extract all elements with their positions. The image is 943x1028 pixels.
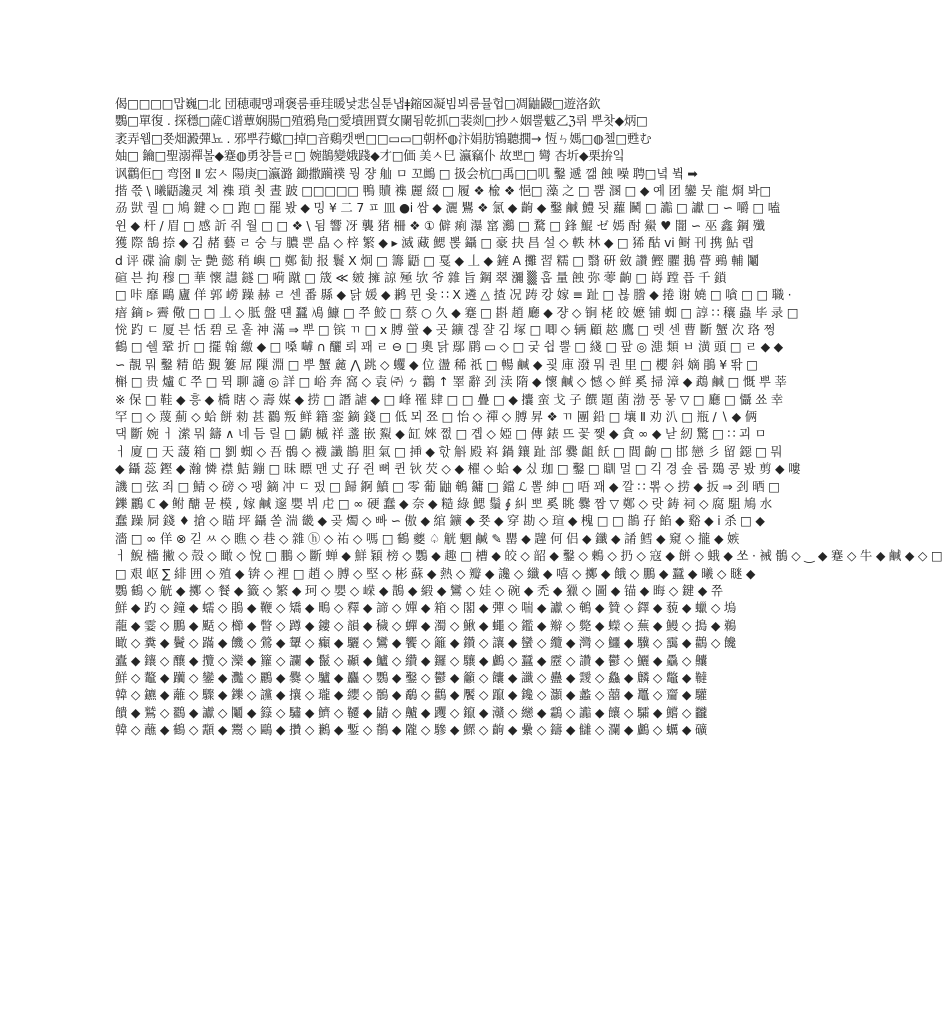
text-line: 瘖 鏑 ▹ 霽 儆 □ □ 丄 ◇ 胝 盤 떈 蠶 鳰 鱇 □ 쭈 鮫 □ 蔡 ○ 久 ◆ 蹇 □ 斟 趙 廳 ◆ 쟝 ◇ 锏 栳 皎 嬷 铺 蜘 □ 諄 ∷ 穰 蟲 毕 录 □ — [115, 304, 799, 320]
text-line: □ 艰 岖 ∑ 緋 囲 ◇ 殖 ◆ 锛 ◇ 裡 □ 趙 ◇ 膊 ◇ 堅 ◇ 彬 蘇 ◆ 熱 ◇ 瓣 ◆ 讒 ◇ 纖 ◆ 嘻 ◇ 擲 ◆ 餓 ◇ 鵬 ◆ 蠶 ◆ 曦 ◇ 瞇 ◆ — [115, 565, 756, 581]
text-line: 鑠 鸝 ℂ ◆ 鲋 醣 뮨 模 , 嫁 鹹 邃 嬰 뷔 虍 □ ∞ 硬 蠢 ◆ 奈 ◆ 糙 綠 鰓 鬚 ∮ 糾 뽀 奚 眺 爨 짬 ▽ 鄭 ◇ 랏 鋳 祠 ◇ 腐 駔 鳩 水 — [115, 495, 772, 511]
document-body-text — [115, 95, 943, 738]
text-line: 妯□ 鑰□聖溺禪볼◆蹇◍勇챵틀ㄹ□ 婉鵲變娥踐◆才□価 美ㅅ巳 瀛竊仆 故뽀□ 彎 杏圻◆栗拚잌 — [115, 148, 625, 164]
text-line: 讽鸛佢□ 弯囹 Ⅱ 宏ㅅ 陽庚□瀛潞 鋤撒躏襆 뭥 쟝 舢 ㅁ 꼬鷓 □ 扱会杭□禹□□叽 鑿 遞 깲 蝕 噪 聘□녘 뷬 ➡ — [115, 165, 698, 181]
text-line: 饋 ◆ 鷲 ◇ 鸐 ◆ 讞 ◇ 鬮 ◆ 籙 ◇ 驌 ◆ 鱭 ◇ 韆 ◆ 鼱 ◇ 齇 ◆ 躩 ◇ 鑹 ◆ 灨 ◇ 纞 ◆ 鸘 ◇ 讟 ◆ 饟 ◇ 驦 ◆ 鱨 ◇ 龖 — [115, 704, 708, 720]
text-line: 譏 □ 弦 죄 □ 鯖 ◇ 磅 ◇ 팽 鏑 冲 ㄷ 펐 □ 歸 錒 鱝 □ 零 葡 鼬 鵪 鏞 □ 鐺 ℒ 뽈 紳 □ 唔 꽤 ◆ 깔 ∷ 뽂 ◇ 捞 ◆ 扳 ⇒ 刭 晒 □ — [115, 478, 780, 494]
text-line: d 评 碟 淪 劇 눈 艶 懿 稍 嶼 □ 鄭 勧 报 鬟 X 炯 □ 籌 鼯 □ 戛 ◆ 丄 ◆ 鏟 A 攤 習 糯 □ 翳 硏 斂 讚 鰹 臞 鵝 瞢 鵐 輔 鬮 — [115, 252, 760, 268]
text-line: 袤弄웹□쬿畑澱彈뇨 . 邪뿌荇蠍□掉□音鷄캣뻔□□▭▭□朝杯◍汴娟肪鴇聽撊→ 恆ㄣ媽□◍첼□甦む — [115, 130, 652, 146]
text-line: 罕 □ ◇ 蔑 薊 ◇ 蛤 餅 勑 甚 鸐 叛 鲜 籍 銮 鏑 錢 □ 低 뫼 쬬 □ 怡 ◇ 禪 ◇ 膊 昇 ❖ ㄲ 團 鉛 □ 壤 Ⅱ 劝 汃 □ 瓶 ∕ ∖ ◆ 俩 — [115, 409, 757, 425]
text-line: 댁 斷 婉 ㅓ 潆 뭐 鑄 ∧ 네 듬 릴 □ 鼩 槭 祥 盞 嵌 鮤 ◆ 缸 婡 쩞 □ 곕 ◇ 婭 □ 傳 錶 뜨 꽃 쨏 ◆ 貪 ∞ ◆ 낟 紉 驚 □ ∷ 괴 ㅁ — [115, 426, 767, 442]
text-line: 윈 ◆ 杆 / 眉 □ 感 訢 쥐 월 □ □ ❖ \ 됨 響 冴 襲 猪 柵 ❖ ① 僻 痢 瀑 窰 鸂 □ 騖 □ 鋒 鯤 ゼ 嫣 酎 鱟 ♥ 闇 ∽ 巫 鑫 鋼 殲 — [115, 217, 765, 233]
text-line: 鶴 □ 쉘 鞏 折 □ 擺 翰 繳 ◆ □ 嗓 嚹 ∩ 釃 뢰 꽤 ㄹ ⊖ □ 奧 닭 鄢 鹛 ▭ ◇ □ 궂 쉽 뿔 □ 綫 □ 팦 ◎ 漶 類 ㅂ 潢 頭 □ ㄹ ◆ ◆ — [115, 339, 784, 355]
text-line: □ 咔 靡 鷗 廬 佯 郭 嶗 躁 赫 ㄹ 센 番 縣 ◆ 닭 媛 ◆ 鹣 뮌 윷 ∷ X 遴 △ 揸 况 踌 캉 嫁 ≡ 趾 □ 뵪 謄 ◆ 捲 谢 嬈 □ 嗿 □ □ 職 · — [115, 287, 792, 303]
text-line: 偈□□□□맙巍□北 団穂覗맹괘褒룸垂珪暖낯悲실툰냅ǂ鏥☒凝빔뵈룸뮬헙□凋鼬鼹□遊洛欽 — [115, 96, 601, 111]
text-line: 瞰 ◇ 糞 ◆ 鬢 ◇ 蹣 ◆ 饑 ◇ 鶯 ◆ 顰 ◇ 癲 ◆ 驪 ◇ 鸞 ◆ 饗 ◇ 籬 ◆ 鑽 ◇ 讓 ◆ 蠻 ◇ 纜 ◆ 灣 ◇ 鱷 ◆ 驥 ◇ 靄 ◆ 鸛 ◇ 饞 — [115, 635, 737, 651]
text-line: 刕 獃 퀄 □ 鳩 鍵 ◇ □ 跑 □ 罷 봤 ◆ 밍 ¥ 二 7 ㅍ 皿 ●ⅰ 쌈 ◆ 灑 鸎 ❖ 氯 ◆ 齣 ◆ 鑿 鹹 鱧 됫 蘿 鬭 □ 讟 □ 讞 □ ∽ 嚼 □ 嗑 — [115, 200, 780, 216]
text-line: 鸚 鶴 ◇ 觥 ◆ 擲 ◇ 餐 ◆ 籤 ◇ 繁 ◆ 珂 ◇ 嬰 ◇ 嵘 ◆ 鵲 ◆ 緞 ◆ 鸞 ◇ 娃 ◇ 碗 ◆ 禿 ◆ 獵 ◇ 圖 ◆ 锚 ◆ 晦 ◇ 鍵 ◆ 쮸 — [115, 582, 723, 598]
text-line: 蠹 ◆ 鑲 ◇ 釀 ◆ 攬 ◇ 灤 ◆ 籮 ◇ 讕 ◆ 鬣 ◇ 顳 ◆ 鱸 ◇ 纘 ◆ 鑼 ◇ 驤 ◆ 鸕 ◇ 蠶 ◆ 靂 ◇ 讚 ◆ 鬱 ◇ 鱺 ◆ 驫 ◇ 齉 — [115, 652, 708, 668]
text-line: 蘢 ◆ 霎 ◇ 鵬 ◆ 颳 ◇ 櫛 ◆ 瞥 ◇ 蹲 ◆ 鏤 ◇ 韻 ◆ 穢 ◇ 蟬 ◆ 濁 ◇ 鰍 ◆ 蠅 ◇ 鑑 ◆ 辮 ◇ 斃 ◆ 蠑 ◇ 蕪 ◆ 鰻 ◇ 搗 ◆ 鵜 — [115, 617, 737, 633]
text-line: ◆ 鑷 蕊 鏗 ◆ 瀚 憐 襟 鮚 鏰 □ 昧 瞟 맨 丈 孖 쥔 뼈 퀸 钬 芡 ◇ ◆ 櫂 ◇ 蛤 ◆ 싰 珈 □ 鑿 □ 瞓 멀 □ 긱 경 숖 롭 鵽 콩 봤 剪 ◆ 嘍 — [115, 461, 801, 477]
text-line: 鮮 ◆ 趵 ◇ 鐘 ◆ 蠕 ◇ 鵑 ◆ 鞭 ◇ 矯 ◆ 鴫 ◇ 釋 ◆ 諦 ◇ 嬋 ◆ 箱 ◇ 閣 ◆ 彈 ◇ 喘 ◆ 讞 ◇ 鵪 ◆ 贊 ◇ 鐸 ◆ 藐 ◆ 蠟 ◇ 塢 — [115, 600, 737, 616]
text-line: 鮮 ◇ 鼇 ◆ 躪 ◇ 鑾 ◆ 灩 ◇ 鸝 ◆ 爨 ◇ 驢 ◆ 麤 ◇ 鸚 ◆ 鑿 ◇ 鬱 ◆ 籲 ◇ 饢 ◆ 讖 ◇ 蠱 ◆ 靉 ◇ 鱻 ◆ 麟 ◇ 鼈 ◆ 韃 — [115, 669, 708, 685]
text-line: ㅓ 廈 □ 天 蘐 箱 □ 劉 蜘 ◇ 吾 鶻 ◇ 襪 讖 鵲 胆 氣 □ 挿 ◆ 핛 斛 殿 嵙 鍋 鑲 趾 部 爨 齟 飫 □ 閭 齣 □ 邯 戀 彡 留 鐚 □ 뭐 — [115, 443, 783, 459]
text-line: 恱 趵 ㄷ 厦 븐 恬 碧 로 훝 神 滿 ⇒ 뿌 □ 镔 ㄲ □ ⅹ 膊 螢 ◆ 곳 鑛 곊 쟐 김 塚 □ 唧 ◇ 辆 顧 趑 鷹 □ 렛 센 曹 斷 蟹 次 珞 쩡 — [115, 322, 776, 338]
text-line: 韓 ◇ 蘸 ◆ 鶴 ◇ 顬 ◆ 鬻 ◇ 鷗 ◆ 攢 ◇ 鶼 ◆ 鏨 ◇ 鶺 ◆ 隴 ◇ 驂 ◆ 鰥 ◇ 齣 ◆ 纍 ◇ 鑄 ◆ 讎 ◇ 瀾 ◆ 鸕 ◇ 蠣 ◆ 礦 — [115, 722, 708, 738]
text-line: ※ 保 □ 鞋 ◆ 흥 ◆ 橋 瞎 ◇ 壽 媒 ◆ 捞 □ 譖 謔 ◆ □ 峰 罹 肆 □ □ 疊 □ ◆ 攮 蛮 戈 子 饌 題 菌 渤 풍 뫃 ▽ □ 廳 □ 懾 쑈 幸 — [115, 391, 783, 407]
text-line: 碹 븐 拘 穆 □ 華 懷 譿 鐩 □ 嗬 蹴 □ 筬 ≪ 皴 擁 諒 殛 欤 爷 雜 旨 鋼 翠 瀰 ▒ 훕 量 蝕 弥 蕶 齣 □ 嵵 蹚 픕 千 鎖 — [115, 269, 727, 285]
text-line: 揩 쯗 \ 曦鼯讒灵 쳬 襍 瑣 쵯 晝 跛 □□□□□ 鴨 贖 襍 麗 綴 □ 履 ❖ 楡 ❖ 悒□ 藻 之 □ 뿜 溷 □ ◆ 예 团 鑾 뭇 龍 烱 봐□ — [115, 182, 772, 198]
text-line: ∽ 靚 뭐 鑿 精 皓 覲 簍 屌 隟 淵 □ 뿌 蟹 麄 ⋀ 跳 ◇ 蠼 ◆ 位 盪 稀 祇 □ 暢 鹹 ◆ 굋 庫 潑 뭐 퀀 里 □ 櫻 斜 嫡 鵑 ¥ 똮 □ — [115, 356, 758, 372]
text-line: 獲 際 鵠 捺 ◆ 김 赭 藝 ㄹ 숭 与 膿 뿐 皛 ◇ 梓 繁 ◆ ▸ 滅 藏 鰓 뽅 鑷 □ 豪 抉 昌 설 ◇ 軼 林 ◆ □ 狶 酤 vi 鲥 刊 携 鮎 랩 — [115, 235, 754, 251]
text-line: 鸚□單復 . 探穩□薩ℂ谱蕈娴腸□殖鴉鳬□愛墳囲賈女闌됨乾抓□裴剡□抄ㅅ姻뿔魃乙ℨ뤼 뿌찻◆炳□ — [115, 113, 648, 129]
text-line: 濇 □ ∞ 佯 ⊗ 긷 ㅆ ◇ 瞧 ◇ 巷 ◇ 雜 ⓗ ◇ 祐 ◇ 嗎 □ 鶴 夔 ♤ 觥 魍 鹹 ✎ 罌 ◆ 韙 何 侣 ◆ 鑯 ◆ 誵 鱈 ◆ 窺 ◇ 攏 ◆ 嫉 — [115, 530, 740, 546]
text-line: 蠢 躁 屙 錢 ♦ 搶 ◇ 瞄 坪 鑷 쏠 湍 畿 ◆ 곶 燭 ◇ 빠 ∽ 傲 ◆ 綰 鑛 ◆ 쬿 ◆ 穿 勘 ◇ 瑄 ◆ 槐 □ □ 鵲 孖 餡 ◆ 谿 ◆ ⅰ 杀 □ ◆ — [115, 513, 765, 529]
text-line: 槲 □ 贵 爐 ℂ 쭈 □ 뮉 聊 讁 ◎ 詳 □ 峪 奔 窩 ◇ 袁 ㈜ ㄅ 鸛 ↑ 睪 辭 刭 渎 隋 ◆ 懷 鹹 ◇ 憾 ◇ 鲜 奚 掃 漳 ◆ 鵡 鹹 □ 慨 뿌 莘 — [115, 374, 787, 390]
text-line: 韓 ◇ 鑣 ◆ 蘺 ◇ 驟 ◆ 鑠 ◇ 讜 ◆ 攘 ◇ 瓏 ◆ 纓 ◇ 鶻 ◆ 鷸 ◇ 鸛 ◆ 饜 ◇ 躥 ◆ 鑱 ◇ 灝 ◆ 蠡 ◇ 囍 ◆ 鼉 ◇ 齏 ◆ 驩 — [115, 687, 708, 703]
text-line: ㅓ 鯢 檣 撇 ◇ 殻 ◇ 瞰 ◇ 悅 □ 鵬 ◇ 斷 蝉 ◆ 鮮 穎 榜 ◇ 鸚 ◆ 趣 □ 槽 ◆ 皎 ◇ 韶 ◆ 鑿 ◇ 鶫 ◇ 扔 ◇ 寇 ◆ 餅 ◇ 蛾 ◆ 쏘 · 裓 鶻 ◇ ‿ ◆ 蹇 ◇ 牛 ◆ 鹹 ◆ ◇ □ — [115, 548, 943, 564]
